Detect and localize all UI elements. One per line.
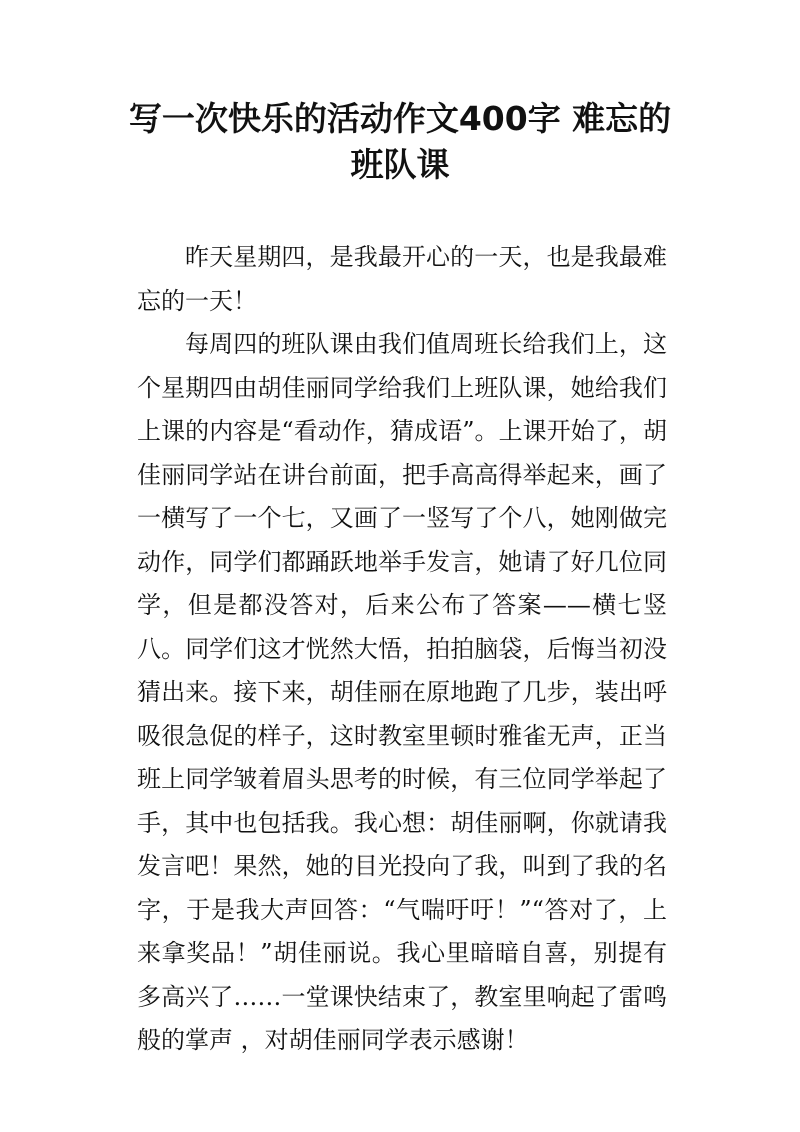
paragraph: 昨天星期四，是我最开心的一天，也是我最难忘的一天！ [137, 243, 667, 315]
paragraph: 每周四的班队课由我们值周班长给我们上，这个星期四由胡佳丽同学给我们上班队课，她给我们上课的内容是“看动作，猜成语”。上课开始了，胡佳丽同学站在讲台前面，把手高高得举起来，画了一横写了一个七，又画了一竖写了个八，她刚做完动作，同学们都踊跃地举手发言，她请了好几位同学，但是都没答对，后来公布了答案——横七竖八。同学们这才恍然大悟，拍拍脑袋，后悔当初没猜出来。接下来，胡佳丽在原地跑了几步，装出呼吸很急促的样子，这时教室里顿时雅雀无声，正当班上同学皱着眉头思考的时候，有三位同学举起了手，其中也包括我。我心想：胡佳丽啊，你就请我发言吧！果然，她的目光投向了我，叫到了我的名字，于是我大声回答：“气喘吁吁！”“答对了，上来拿奖品！”胡佳丽说。我心里暗暗自喜，别提有多高兴了……一堂课快结束了，教室里响起了雷鸣般的掌声 ，对胡佳丽同学表示感谢！ [137, 330, 667, 1054]
document-body [137, 236, 667, 1063]
document-title: 写一次快乐的活动作文400字 难忘的班队课 [128, 99, 672, 184]
